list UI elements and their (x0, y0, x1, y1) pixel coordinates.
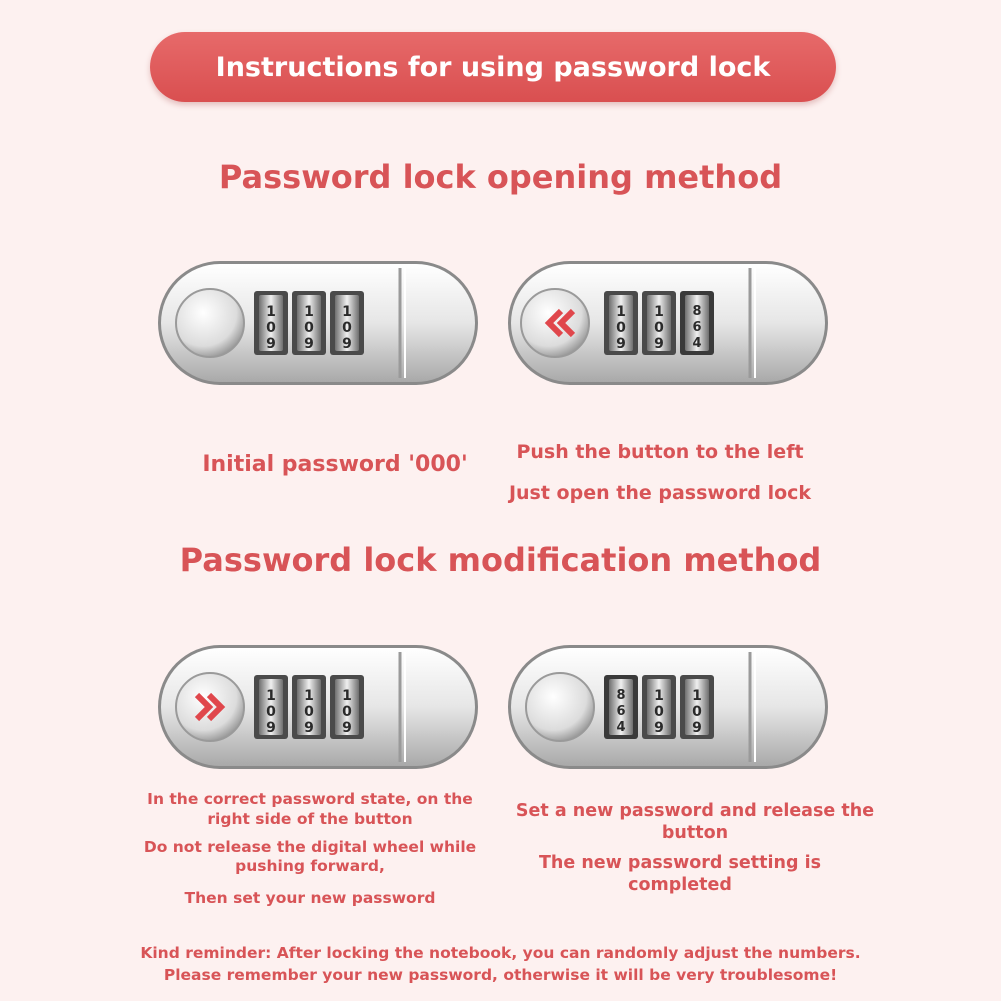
svg-text:1: 1 (654, 688, 664, 704)
svg-text:4: 4 (692, 336, 702, 351)
svg-text:0: 0 (692, 704, 702, 720)
modification-left-caption-2: right side of the button (207, 810, 413, 828)
svg-text:1: 1 (266, 304, 276, 320)
svg-text:4: 4 (616, 720, 626, 735)
svg-text:0: 0 (266, 320, 276, 336)
svg-text:0: 0 (342, 320, 352, 336)
modification-method-heading: Password lock modification method (179, 541, 822, 579)
svg-text:0: 0 (304, 704, 314, 720)
svg-text:1: 1 (654, 304, 664, 320)
lock-new-password-set (505, 642, 835, 772)
modification-right-caption-2: button (661, 823, 729, 843)
svg-text:6: 6 (692, 320, 702, 335)
svg-text:9: 9 (654, 336, 664, 352)
svg-text:9: 9 (266, 336, 276, 352)
svg-text:9: 9 (342, 336, 352, 352)
svg-text:6: 6 (616, 704, 626, 719)
svg-text:8: 8 (616, 688, 626, 703)
title-banner (150, 32, 836, 102)
svg-text:1: 1 (304, 304, 314, 320)
svg-text:1: 1 (616, 304, 626, 320)
svg-text:0: 0 (342, 704, 352, 720)
modification-left-caption-3: Do not release the digital wheel while (143, 838, 477, 856)
svg-text:1: 1 (304, 688, 314, 704)
kind-reminder (0, 942, 1001, 986)
opening-right-caption-2: Just open the password lock (508, 482, 812, 504)
svg-text:9: 9 (266, 720, 276, 736)
modification-right-caption-3: The new password setting is (538, 853, 822, 873)
svg-text:1: 1 (692, 688, 702, 704)
lock-initial-state (155, 258, 485, 388)
opening-method-heading: Password lock opening method (218, 158, 783, 196)
modification-left-caption-1: In the correct password state, on the (147, 790, 473, 808)
modification-left-caption-4: pushing forward, (235, 857, 385, 875)
svg-text:0: 0 (266, 704, 276, 720)
kind-reminder-line-2: Please remember your new password, otherwise it will be very troublesome! (163, 966, 838, 984)
svg-text:0: 0 (616, 320, 626, 336)
modification-left-caption-5: Then set your new password (184, 889, 436, 907)
svg-text:9: 9 (692, 720, 702, 736)
lock-push-left (505, 258, 835, 388)
svg-text:9: 9 (304, 336, 314, 352)
svg-text:0: 0 (654, 704, 664, 720)
svg-text:9: 9 (342, 720, 352, 736)
kind-reminder-line-1: Kind reminder: After locking the notebook, you can randomly adjust the numbers. (140, 944, 861, 962)
svg-text:1: 1 (266, 688, 276, 704)
modification-right-caption-4: completed (628, 875, 732, 895)
lock-push-right (155, 642, 485, 772)
svg-text:0: 0 (654, 320, 664, 336)
opening-right-caption-1: Push the button to the left (516, 441, 804, 463)
svg-text:9: 9 (616, 336, 626, 352)
title-banner-text: Instructions for using password lock (215, 51, 771, 83)
opening-left-caption: Initial password '000' (202, 452, 468, 477)
svg-text:1: 1 (342, 688, 352, 704)
svg-text:1: 1 (342, 304, 352, 320)
modification-right-caption-1: Set a new password and release the (515, 801, 875, 821)
svg-text:8: 8 (692, 304, 702, 319)
svg-text:0: 0 (304, 320, 314, 336)
svg-text:9: 9 (304, 720, 314, 736)
svg-text:9: 9 (654, 720, 664, 736)
